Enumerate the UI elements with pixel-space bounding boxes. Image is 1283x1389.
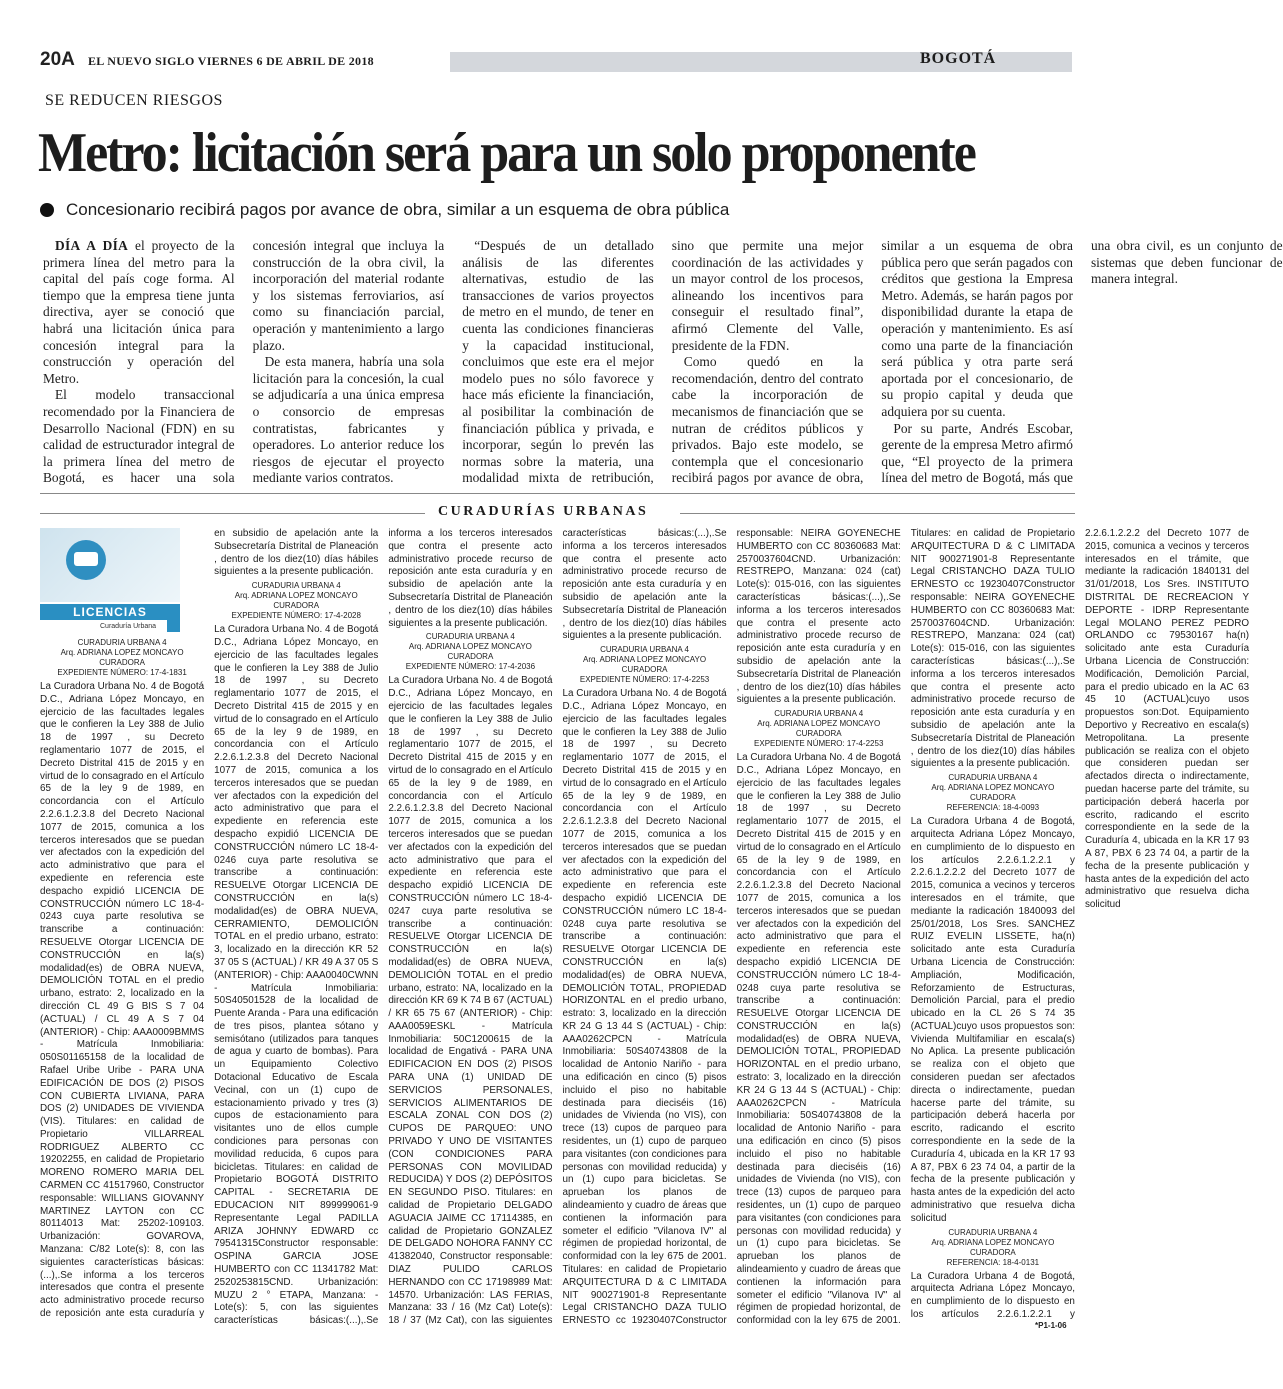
- notice-header: [737, 709, 901, 749]
- article-lead: DÍA A DÍA: [55, 238, 129, 253]
- notice-body: La Curadora Urbana No. 4 de Bogotá D.C., Adriana López Moncayo, en ejercicio de las facultades legales que le confieren la Ley 388 de Julio 18 de 1997 , su Decreto reglamentario 1077 de 2015, el Decreto Distrital 415 de 2015 y en virtud de lo consagrado en el Artículo 65 de la ley 9 de 1989, en concordancia con el Artículo 2.2.6.1.2.3.8 del Decreto Nacional 1077 de 2015, comunica a los terceros interesados que se puedan ver afectados con la expedición del acto administrativo que para el expediente en referencia este despacho expidió LICENCIA DE CONSTRUCCIÓN número LC 18-4-0243 cuya parte resolutiva se transcribe a continuación: RESUELVE Otorgar LICENCIA DE CONSTRUCCIÓN en la(s) modalidad(es) de OBRA NUEVA, DEMOLICIÓN TOTAL en el predio urbano, estrato: 2, localizado en la dirección CL 49 G BIS S 7 04 (ACTUAL) / CL 49 A S 7 04 (ANTERIOR) - Chip: AAA0009BMMS - Matrícula Inmobiliaria: 050S01165158 de la localidad de Rafael Uribe Uribe - PARA UNA EDIFICACIÓN DE DOS (2) PISOS CON CUBIERTA LIVIANA, PARA DOS (2) UNIDADES DE VIVIENDA (VIS). Titulares: en calidad de Propietario VILLARREAL RODRIGUEZ ALBERTO CC 19202255, en calidad de Propietario MORENO ROMERO MARIA DEL CARMEN CC 41517960, Constructor responsable: WILLIANS GIOVANNY MARTINEZ LAYTON con CC 80114013 Mat: 25202-109103. Urbanización: GOVAROVA, Manzana: C/82 Lote(s): 8, con las siguientes características básicas:(...),.Se informa a los terceros interesados que contra el presente acto administrativo procede recurso de reposición ante esta curaduría y en subsidio de apelación ante la Subsecretaría Distrital de Planeación , dentro de los diez(10) días hábiles siguientes a la presente publicación.: [40, 528, 379, 1320]
- notice-body: La Curadora Urbana 4 de Bogotá, arquitecta Adriana López Moncayo, en cumplimiento de lo dispuesto en los artículos 2.2.6.1.2.2.1 y 2.2.6.1.2.2.2 del Decreto 1077 de 2015, comunica a vecinos y terceros interesados en el trámite, que mediante la radicación 1840131 del 31/01/2018, Los Sres. INSTITUTO DISTRITAL DE RECREACION Y DEPORTE - IDRP Representante Legal MOLANO PEREZ PEDRO ORLANDO cc 79530167 ha(n) solicitado ante esta Curaduría Urbana Licencia de Construcción: Modificación, Demolición Parcial, para el predio ubicado en la AC 63 45 10 (ACTUAL)cuyo usos propuestos son:Dot. Equipamiento Deportivo y Recreativo en escala(s) Metropolitana. La presente publicación se realiza con el objeto que consideren puedan ser afectados directa o indirectamente, puedan hacerse parte del trámite, su participación deberá hacerla por escrito, radicando el escrito correspondiente en la sede de la Curaduría 4, ubicada en la KR 17 93 A 87, PBX 6 23 74 04, a partir de la fecha de la presente publicación y hasta antes de la expedición del acto administrativo que resuelva dicha solicitud: [910, 528, 1250, 1321]
- article-paragraph: DÍA A DÍA el proyecto de la primera línea del metro para la capital del país coge forma. Al tiempo que la empresa tiene junta directiva, ayer se conoció que habrá una licitación única para concesión integral para la construcción y operación del Metro.: [43, 238, 235, 386]
- licencias-graphic: [40, 528, 204, 632]
- notice-reference: EXPEDIENTE NÚMERO: 17-4-2253: [754, 739, 884, 749]
- article-paragraph: El modelo transaccional recomendado por la Financiera de Desarrollo Nacional (FDN) en su calidad de estructurador integral de la primera línea del metro de Bogotá, es hacer una sola concesión integral que incluya la construcción de la obra civil, la incorporación del material rodante y los sistemas ferroviarios, así como su financiación parcial, operación y mantenimiento a largo plazo.: [43, 238, 445, 486]
- notice-role: CURADORA: [621, 665, 668, 675]
- kicker: SE REDUCEN RIESGOS: [45, 92, 223, 109]
- notice-office: CURADURIA URBANA 4: [77, 638, 167, 647]
- notice-role: CURADORA: [447, 652, 494, 662]
- notice-office: CURADURIA URBANA 4: [251, 581, 341, 591]
- article-paragraph: Como quedó en la recomendación, dentro del contrato cabe la incorporación de mecanismos de financiación que se nutran de créditos públicos y privados. Bajo este modelo, se contempla que el concesionario recibirá pagos por avance de obra, similar a un esquema de obra pública pero que serán pagados con créditos que gestiona la Empresa Metro. Además, se harán pagos por disponibilidad durante la etapa de operación y mantenimiento. Es así como una parte de la financiación será pública y otra parte será aportada por el concesionario, de su propio capital y deuda que adquiera por su cuenta.: [671, 238, 1073, 486]
- notice-role: CURADORA: [969, 793, 1016, 803]
- headline: Metro: licitación será para un solo proponente: [38, 122, 975, 184]
- notice-office: CURADURIA URBANA 4: [425, 632, 515, 642]
- notice-body: La Curadora Urbana 4 de Bogotá, arquitecta Adriana López Moncayo, en cumplimiento de lo dispuesto en los artículos 2.2.6.1.2.2.1 y 2.2.6.1.2.2.2 del Decreto 1077 de 2015, comunica a vecinos y terceros interesados en el trámite, que mediante la radicación 1840093 del 25/01/2018, Los Sres. SANCHEZ RUIZ EVELIN LISSETE, ha(n) solicitado ante esta Curaduría Urbana Licencia de Construcción: Ampliación, Modificación, Reforzamiento de Estructuras, Demolición Parcial, para el predio ubicado en la CL 26 S 74 35 (ACTUAL)cuyo usos propuestos son: Vivienda Multifamiliar en escala(s) No Aplica. La presente publicación se realiza con el objeto que consideren puedan ser afectados directa o indirectamente, puedan hacerse parte del trámite, su participación deberá hacerla por escrito, radicando el escrito correspondiente en la sede de la Curaduría 4, ubicada en la KR 17 93 A 87, PBX 6 23 74 04, a partir de la fecha de la presente publicación y hasta antes de la expedición del acto administrativo que resuelva dicha solicitud: [910, 816, 1075, 1224]
- section-name: BOGOTÁ: [920, 50, 997, 67]
- article-paragraph: Por su parte, Andrés Escobar, gerente de la empresa Metro afirmó que, “El proyecto de la primera línea del metro de Bogotá, más que una obra civil, es un conjunto de sistemas que deben funcionar de manera integral.: [881, 238, 1283, 486]
- divider: [680, 513, 1075, 514]
- page-header: [40, 49, 1072, 71]
- divider: [40, 513, 425, 514]
- notice-role: CURADORA: [969, 1247, 1016, 1257]
- notice-header: [40, 638, 204, 678]
- notice-architect: Arq. ADRIANA LOPEZ MONCAYO: [757, 719, 881, 729]
- bullet-icon: [40, 203, 54, 217]
- page-number: 20A: [40, 49, 75, 70]
- notice-reference: EXPEDIENTE NÚMERO: 17-4-2028: [231, 611, 361, 621]
- footer-code: *P1-1-06: [1035, 1321, 1067, 1330]
- notice-header: [388, 632, 552, 672]
- licencias-banner: LICENCIAS: [40, 604, 180, 620]
- subhead: [40, 200, 729, 220]
- notice-office: CURADURIA URBANA 4: [948, 1227, 1038, 1237]
- notice-office: CURADURIA URBANA 4: [600, 645, 689, 655]
- notice-reference: REFERENCIA: 18-4-0131: [946, 1257, 1040, 1267]
- notice-office: CURADURIA URBANA 4: [774, 709, 864, 719]
- notice-role: CURADORA: [273, 601, 320, 611]
- notice: [911, 773, 1075, 1226]
- logo-text: Curaduría Urbana: [100, 623, 157, 630]
- notice-header: [214, 581, 378, 621]
- notices-section-header: [40, 504, 1075, 522]
- logo-mark-icon: [167, 618, 180, 632]
- curaduria-logo: [88, 622, 180, 634]
- notice-architect: Arq. ADRIANA LOPEZ MONCAYO: [583, 655, 707, 665]
- notice-role: CURADORA: [795, 729, 842, 739]
- notice-body: La Curadora Urbana No. 4 de Bogotá D.C., Adriana López Moncayo, en ejercicio de las facultades legales que le confieren la Ley 388 de Julio 18 de 1997 , su Decreto reglamentario 1077 de 2015, el Decreto Distrital 415 de 2015 y en virtud de lo consagrado en el Artículo 65 de la ley 9 de 1989, en concordancia con el Artículo 2.2.6.1.2.3.8 del Decreto Nacional 1077 de 2015, comunica a los terceros interesados que se puedan ver afectados con la expedición del acto administrativo que para el expediente en referencia este despacho expidió LICENCIA DE CONSTRUCCIÓN número LC 18-4-0247 cuya parte resolutiva se transcribe a continuación: RESUELVE Otorgar LICENCIA DE CONSTRUCCIÓN en la(s) modalidad(es) de OBRA NUEVA, DEMOLICIÓN TOTAL en el predio urbano, estrato: NA, localizado en la dirección KR 69 K 74 B 67 (ACTUAL) / KR 65 75 67 (ANTERIOR) - Chip: AAA0059ESKL - Matrícula Inmobiliaria: 50C1200615 de la localidad de Engativá - PARA UNA EDIFICACION EN DOS (2) PISOS PARA UNA (1) UNIDAD DE SERVICIOS PERSONALES, SERVICIOS ALIMENTARIOS DE ESCALA ZONAL CON DOS (2) CUPOS DE PARQUEO: UNO PRIVADO Y UNO DE VISITANTES (CON CONDICIONES PARA PERSONAS CON MOVILIDAD REDUCIDA) Y DOS (2) DEPÓSITOS EN SEGUNDO PISO. Titulares: en calidad de Propietario DELGADO AGUACIA JAIME CC 17114385, en calidad de Propietario GONZALEZ DE DELGADO NOHORA FANNY CC 41382040, Constructor responsable: DIAZ PULIDO CARLOS HERNANDO con CC 17198989 Mat: 14570. Urbanización: LAS FERIAS, Manzana: 33 / 16 (Mz Cat) Lote(s): 18 / 37 (Mz Cat), con las siguientes características básicas:(...),.Se informa a los terceros interesados que contra el presente acto administrativo procede recurso de reposición ante esta curaduría y en subsidio de apelación ante la Subsecretaría Distrital de Planeación , dentro de los diez(10) días hábiles siguientes a la presente publicación.: [388, 528, 727, 1327]
- notice-reference: EXPEDIENTE NÚMERO: 17-4-1831: [57, 668, 187, 677]
- notice-reference: REFERENCIA: 18-4-0093: [946, 803, 1040, 813]
- notice-body: La Curadora Urbana No. 4 de Bogotá D.C., Adriana López Moncayo, en ejercicio de las facultades legales que le confieren la Ley 388 de Julio 18 de 1997 , su Decreto reglamentario 1077 de 2015, el Decreto Distrital 415 de 2015 y en virtud de lo consagrado en el Artículo 65 de la ley 9 de 1989, en concordancia con el Artículo 2.2.6.1.2.3.8 del Decreto Nacional 1077 de 2015, comunica a los terceros interesados que se puedan ver afectados con la expedición del acto administrativo que para el expediente en referencia este despacho expidió LICENCIA DE CONSTRUCCIÓN número LC 18-4-0248 cuya parte resolutiva se transcribe a continuación: RESUELVE Otorgar LICENCIA DE CONSTRUCCIÓN en la(s) modalidad(es) de OBRA NUEVA, DEMOLICIÓN TOTAL, PROPIEDAD HORIZONTAL en el predio urbano, estrato: 3, localizado en la dirección KR 24 G 13 44 S (ACTUAL) - Chip: AAA0262CPCN - Matrícula Inmobiliaria: 50S40743808 de la localidad de Antonio Nariño - para una edificación en cinco (5) pisos incluido el piso no habitable destinada para dieciséis (16) unidades de Vivienda (no VIS), con trece (13) cupos de parqueo para residentes, un (1) cupo de parqueo para visitantes (con condiciones para personas con movilidad reducida) y un (1) cupo para bicicletas. Se aprueban los planos de alindeamiento y cuadro de áreas que contienen la información para someter el edificio "Vilanova IV" al régimen de propiedad horizontal, de conformidad con la ley 675 de 2001. Titulares: en calidad de Propietario ARQUITECTURA D & C LIMITADA NIT 900271901-8 Representante Legal CRISTANCHO DAZA TULIO ERNESTO cc 19230407Constructor responsable: NEIRA GOYENECHE HUMBERTO con CC 80360683 Mat: 2570037604CND. Urbanización: RESTREPO, Manzana: 024 (cat) Lote(s): 015-016, con las siguientes características básicas:(...),.Se informa a los terceros interesados que contra el presente acto administrativo procede recurso de reposición ante esta curaduría y en subsidio de apelación ante la Subsecretaría Distrital de Planeación , dentro de los diez(10) días hábiles siguientes a la presente publicación.: [562, 528, 901, 1327]
- notice-architect: Arq. ADRIANA LOPEZ MONCAYO: [931, 783, 1055, 793]
- article-body: [43, 238, 1283, 488]
- notice-body: La Curadora Urbana No. 4 de Bogotá D.C., Adriana López Moncayo, en ejercicio de las facultades legales que le confieren la Ley 388 de Julio 18 de 1997 , su Decreto reglamentario 1077 de 2015, el Decreto Distrital 415 de 2015 y en virtud de lo consagrado en el Artículo 65 de la ley 9 de 1989, en concordancia con el Artículo 2.2.6.1.2.3.8 del Decreto Nacional 1077 de 2015, comunica a los terceros interesados que se puedan ver afectados con la expedición del acto administrativo que para el expediente en referencia este despacho expidió LICENCIA DE CONSTRUCCIÓN número LC 18-4-0248 cuya parte resolutiva se transcribe a continuación: RESUELVE Otorgar LICENCIA DE CONSTRUCCIÓN en la(s) modalidad(es) de OBRA NUEVA, DEMOLICIÓN TOTAL, PROPIEDAD HORIZONTAL en el predio urbano, estrato: 3, localizado en la dirección KR 24 G 13 44 S (ACTUAL) - Chip: AAA0262CPCN - Matrícula Inmobiliaria: 50S40743808 de la localidad de Antonio Nariño - para una edificación en cinco (5) pisos incluido el piso no habitable destinada para dieciséis (16) unidades de Vivienda (no VIS), con trece (13) cupos de parqueo para residentes, un (1) cupo de parqueo para visitantes (con condiciones para personas con movilidad reducida) y un (1) cupo para bicicletas. Se aprueban los planos de alindeamiento y cuadro de áreas que contienen la información para someter el edificio "Vilanova IV" al régimen de propiedad horizontal, de conformidad con la ley 675 de 2001. Titulares: en calidad de Propietario ARQUITECTURA D & C LIMITADA NIT 900271901-8 Representante Legal CRISTANCHO DAZA TULIO ERNESTO cc 19230407Constructor responsable: NEIRA GOYENECHE HUMBERTO con CC 80360683 Mat: 2570037604CND. Urbanización: RESTREPO, Manzana: 024 (cat) Lote(s): 015-016, con las siguientes características básicas:(...),.Se informa a los terceros interesados que contra el presente acto administrativo procede recurso de reposición ante esta curaduría y en subsidio de apelación ante la Subsecretaría Distrital de Planeación , dentro de los diez(10) días hábiles siguientes a la presente publicación.: [736, 528, 1075, 1327]
- notice-office: CURADURIA URBANA 4: [948, 773, 1038, 783]
- notices-section-title: CURADURÍAS URBANAS: [438, 504, 649, 519]
- section-band: [450, 52, 1072, 72]
- legal-notices: [40, 528, 1250, 1330]
- notice-architect: Arq. ADRIANA LOPEZ MONCAYO: [931, 1237, 1055, 1247]
- concrete-mixer-image: [40, 528, 180, 602]
- truck-icon: [74, 552, 98, 566]
- divider: [40, 493, 1075, 494]
- notice-body: La Curadora Urbana No. 4 de Bogotá D.C., Adriana López Moncayo, en ejercicio de las facultades legales que le confieren la Ley 388 de Julio 18 de 1997 , su Decreto reglamentario 1077 de 2015, el Decreto Distrital 415 de 2015 y en virtud de lo consagrado en el Artículo 65 de la ley 9 de 1989, en concordancia con el Artículo 2.2.6.1.2.3.8 del Decreto Nacional 1077 de 2015, comunica a los terceros interesados que se puedan ver afectados con la expedición del acto administrativo que para el expediente en referencia este despacho expidió LICENCIA DE CONSTRUCCIÓN número LC 18-4-0246 cuya parte resolutiva se transcribe a continuación: RESUELVE Otorgar LICENCIA DE CONSTRUCCIÓN en la(s) modalidad(es) de OBRA NUEVA, CERRAMIENTO, DEMOLICIÓN TOTAL en el predio urbano, estrato: 3, localizado en la dirección KR 52 37 05 S (ACTUAL) / KR 49 A 37 05 S (ANTERIOR) - Chip: AAA0040CWNN - Matrícula Inmobiliaria: 50S40501528 de la localidad de Puente Aranda - Para una edificación de tres pisos, plantea sótano y semisótano (utilizados para tanques de agua y cuarto de bombas). Para un Equipamiento Colectivo Dotacional Educativo de Escala Vecinal, con un (1) cupo de estacionamiento privado y tres (3) cupos de estacionamiento para visitantes uno de ellos cumple condiciones para personas con movilidad reducida, 6 cupos para bicicletas. Titulares: en calidad de Propietario BOGOTÁ DISTRITO CAPITAL - SECRETARIA DE EDUCACION NIT 899999061-9 Representante Legal PADILLA ARIZA JOHNNY EDWARD cc 79541315Constructor responsable: OSPINA GARCIA JOSE HUMBERTO con CC 11341782 Mat: 2520253815CND. Urbanización: MUZU 2 ° ETAPA, Manzana: - Lote(s): 5, con las siguientes características básicas:(...),.Se informa a los terceros interesados que contra el presente acto administrativo procede recurso de reposición ante esta curaduría y en subsidio de apelación ante la Subsecretaría Distrital de Planeación , dentro de los diez(10) días hábiles siguientes a la presente publicación.: [214, 528, 553, 1327]
- notice-architect: Arq. ADRIANA LOPEZ MONCAYO: [60, 648, 184, 657]
- masthead: EL NUEVO SIGLO VIERNES 6 DE ABRIL DE 2018: [88, 54, 374, 68]
- notice-header: [911, 773, 1075, 813]
- notice-architect: Arq. ADRIANA LOPEZ MONCAYO: [234, 591, 358, 601]
- notice-header: [562, 645, 726, 685]
- notice-header: [911, 1228, 1075, 1268]
- notice-role: CURADORA: [99, 658, 145, 667]
- article-paragraph: De esta manera, habría una sola licitación para la concesión, la cual se adjudicaría a una única empresa o consorcio de empresas contratistas, fabricantes y operadores. Lo anterior reduce los riesgos de ejecutar el proyecto mediante varios contratos.: [252, 354, 445, 486]
- notice-reference: EXPEDIENTE NÚMERO: 17-4-2253: [579, 675, 710, 685]
- notice-reference: EXPEDIENTE NÚMERO: 17-4-2036: [405, 662, 536, 672]
- article-paragraph: “Después de un detallado análisis de las diferentes alternativas, estudio de las transacciones de varios proyectos de metro en el mundo, de tener en cuenta las condiciones financieras y la capacidad institucional, concluimos que este era el mejor modelo pues no sólo favorece y hace más eficiente la financiación, al posibilitar la combinación de financiación pública y privada, e incorporar, según lo prevén las normas sobre la materia, una modalidad mixta de retribución, sino que permite una mejor coordinación de las actividades y un mayor control de los procesos, alineando los incentivos para conseguir el resultado final”, afirmó Clemente del Valle, presidente de la FDN.: [462, 238, 864, 486]
- subhead-text: Concesionario recibirá pagos por avance de obra, similar a un esquema de obra pública: [66, 200, 730, 219]
- notice-architect: Arq. ADRIANA LOPEZ MONCAYO: [408, 642, 532, 652]
